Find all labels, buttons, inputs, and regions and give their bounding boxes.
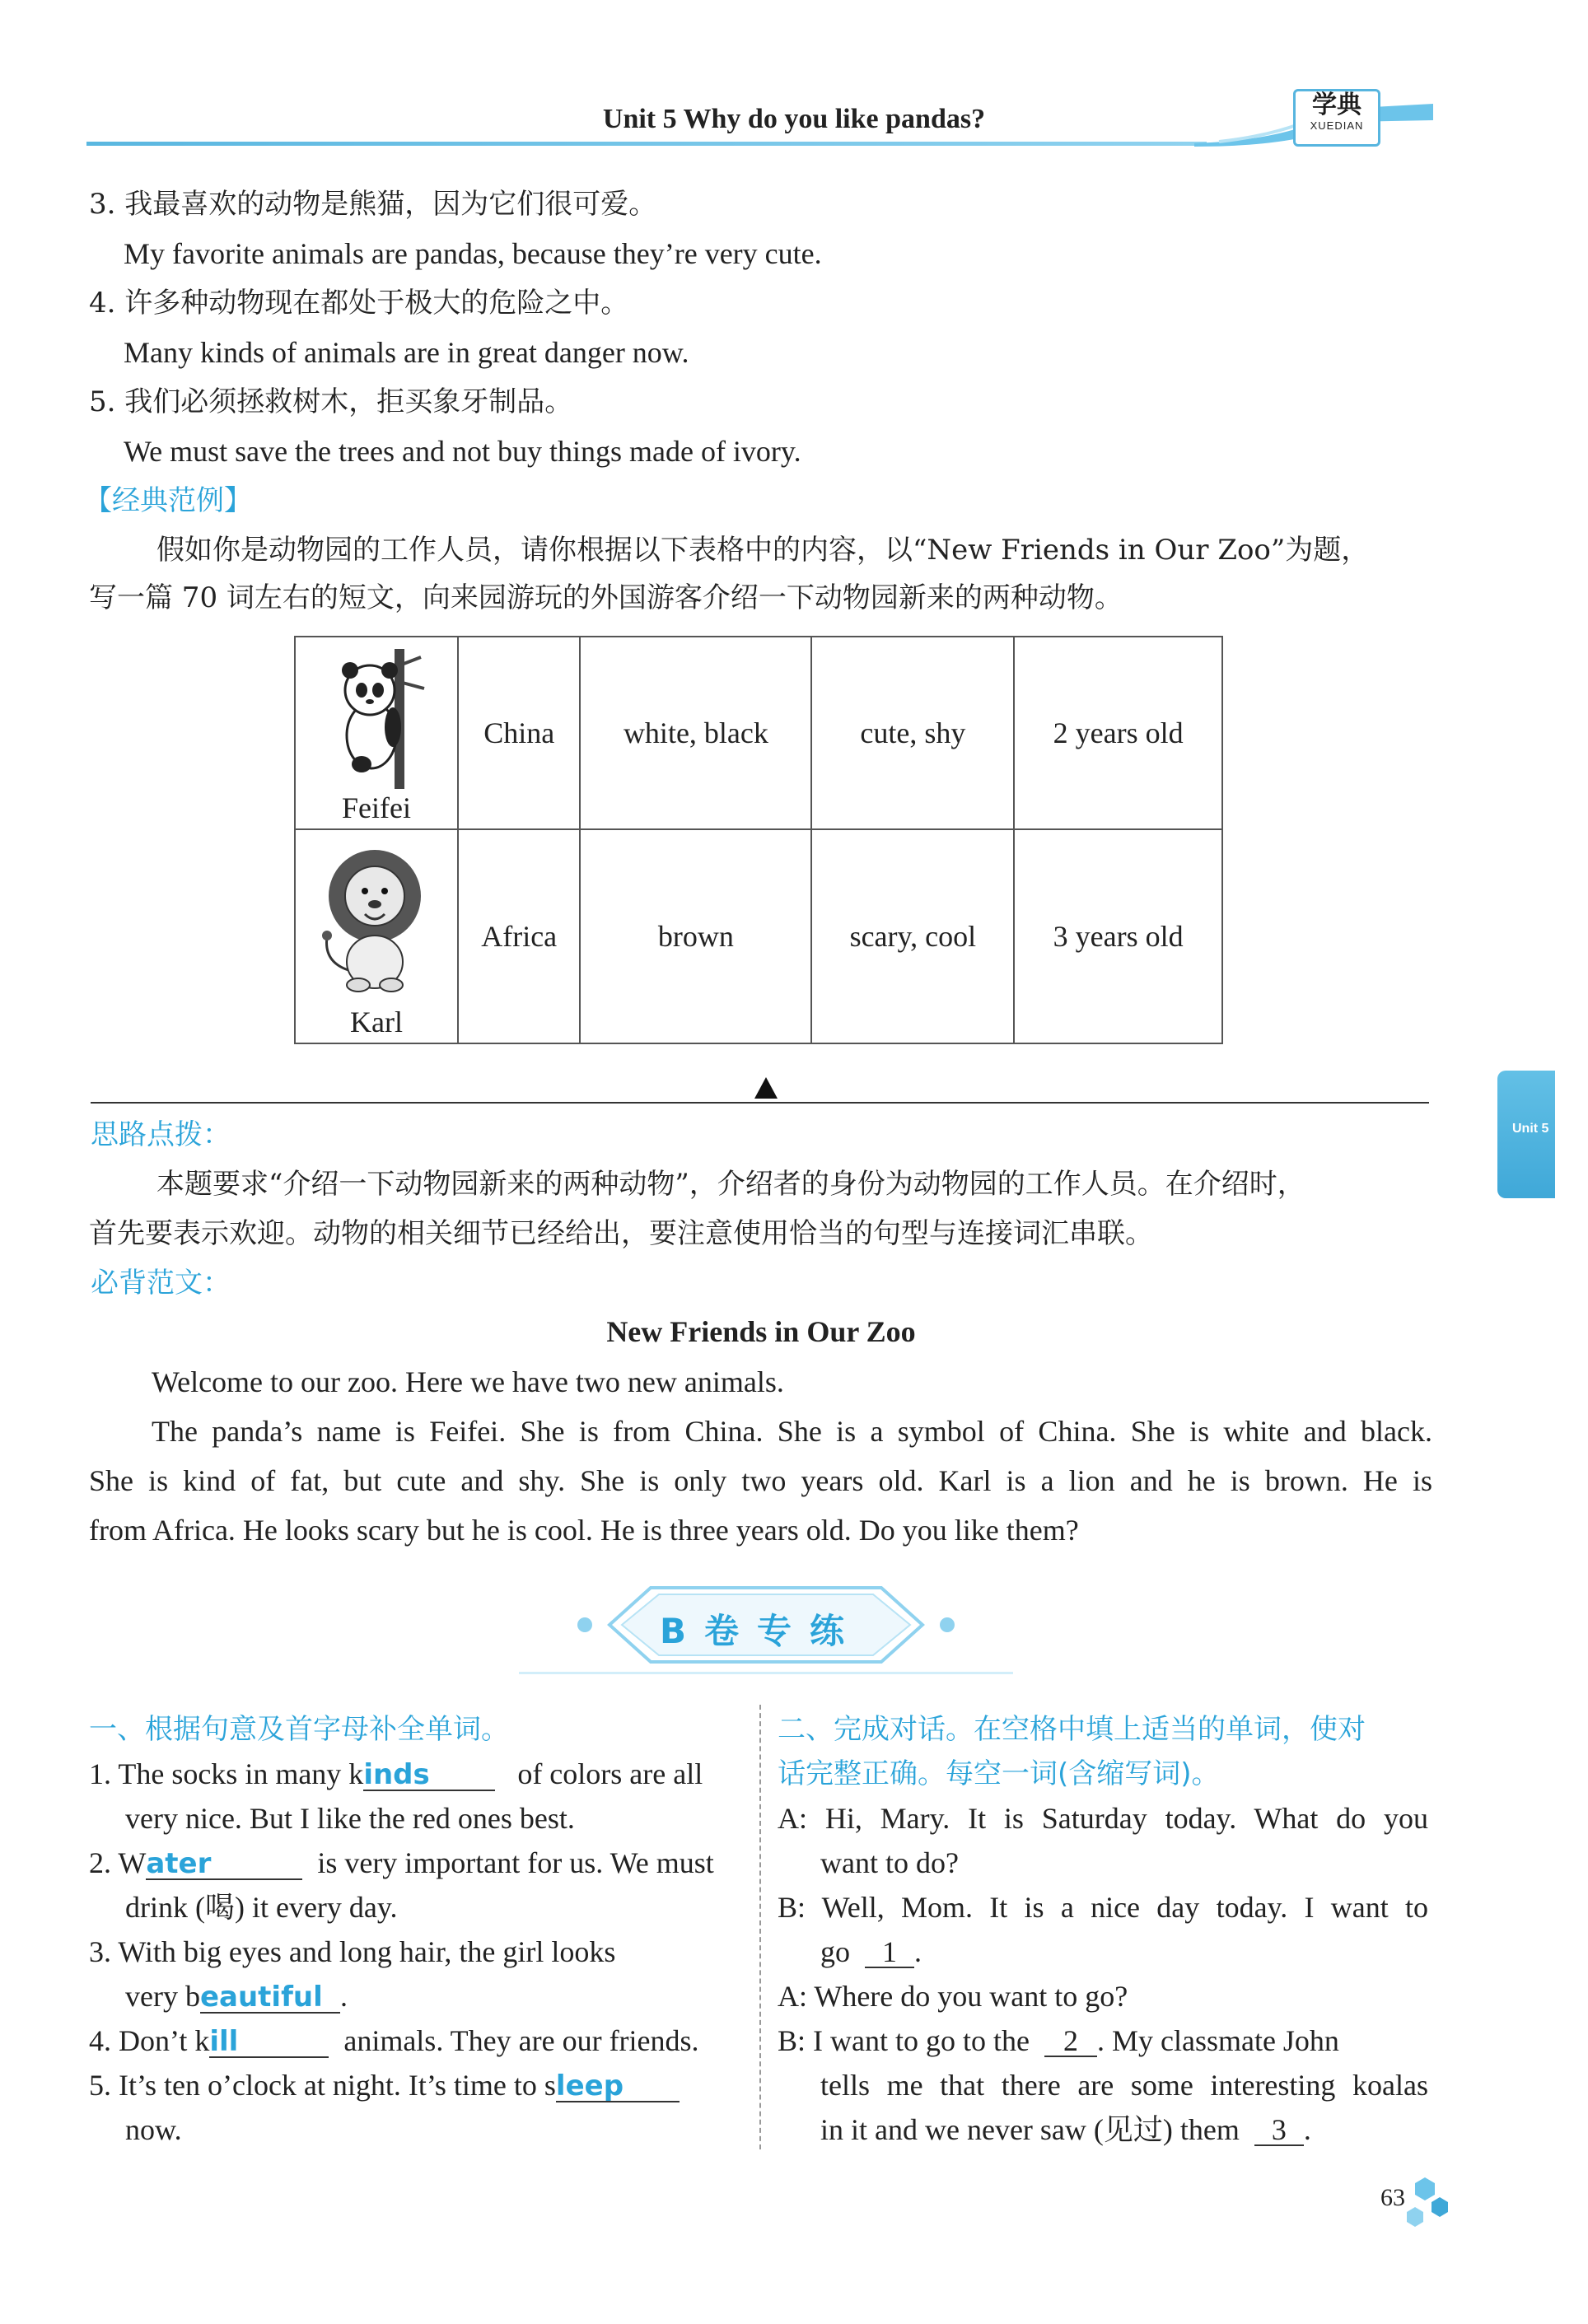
- essay-line: She is kind of fat, but cute and shy. She is only two years old. Karl is a lion and he is brown. He is: [89, 1464, 1432, 1497]
- question-1-cont: very nice. But I like the red ones best.: [125, 1802, 575, 1835]
- lion-icon: [315, 838, 431, 995]
- example-prompt-line1: 假如你是动物园的工作人员，请你根据以下表格中的内容，以“New Friends in Our Zoo”为题，: [156, 534, 1370, 567]
- dialog-b1-cont: [820, 1934, 922, 1970]
- question-4: [89, 2023, 699, 2059]
- dialog-b2-cont2: [820, 2112, 1311, 2148]
- q2-text: 2. W: [89, 1846, 147, 1879]
- dialog-text: go: [820, 1935, 850, 1968]
- dialog-text: . My classmate John: [1096, 2024, 1339, 2057]
- table-cell-color: white, black: [580, 637, 811, 829]
- sentence-5-cn: 5. 我们必须拯救树木，拒买象牙制品。: [89, 385, 573, 418]
- table-cell-from: China: [458, 637, 580, 829]
- essay-title: New Friends in Our Zoo: [606, 1315, 916, 1348]
- table-cell-age: 3 years old: [1014, 829, 1222, 1043]
- sentence-4-en: Many kinds of animals are in great danger now.: [124, 336, 689, 369]
- animal-name: Karl: [350, 1006, 403, 1038]
- dialog-blank-2[interactable]: 2: [1044, 2026, 1097, 2057]
- table-cell-trait: scary, cool: [811, 829, 1014, 1043]
- sentence-5-en: We must save the trees and not buy things made of ivory.: [124, 435, 801, 468]
- logo-main-text: 学典: [1312, 91, 1361, 119]
- triangle-marker-icon: [754, 1077, 778, 1099]
- q1-text-end: of colors are all: [517, 1757, 703, 1790]
- section-divider: [91, 1102, 1429, 1104]
- animal-table: [294, 636, 1223, 1044]
- table-cell-trait: cute, shy: [811, 637, 1014, 829]
- q3-text-end: .: [339, 1980, 348, 2013]
- table-cell-color: brown: [580, 829, 811, 1043]
- dialog-text: in it and we never saw (见过) them: [820, 2113, 1240, 2146]
- xuedian-logo: [1293, 89, 1380, 147]
- dialog-a1: A: Hi, Mary. It is Saturday today. What do you: [778, 1802, 1428, 1835]
- unit-tab-label: Unit 5: [1512, 1122, 1549, 1136]
- question-1: [89, 1756, 703, 1792]
- unit-side-tab: [1497, 1071, 1555, 1198]
- question-2-cont: drink (喝) it every day.: [125, 1891, 398, 1924]
- dialog-text: B: I want to go to the: [778, 2024, 1030, 2057]
- hints-line1: 本题要求“介绍一下动物园新来的两种动物”，介绍者的身份为动物园的工作人员。在介绍时，: [156, 1168, 1305, 1201]
- animal-cell-feifei: [295, 637, 458, 829]
- question-2: [89, 1845, 714, 1881]
- essay-line: from Africa. He looks scary but he is cool. He is three years old. Do you like them?: [89, 1514, 1079, 1547]
- dialog-blank-1[interactable]: 1: [865, 1937, 914, 1968]
- essay-label: 必背范文：: [91, 1267, 231, 1300]
- dialog-a1-cont: want to do?: [820, 1846, 959, 1879]
- answer-blank[interactable]: ater: [146, 1849, 302, 1880]
- section-b-title: B卷专练: [659, 1611, 862, 1651]
- answer-blank[interactable]: leep: [556, 2071, 680, 2102]
- hints-line2: 首先要表示欢迎。动物的相关细节已经给出，要注意使用恰当的句型与连接词汇串联。: [89, 1217, 1153, 1250]
- dialog-b2-cont: tells me that there are some interesting koalas: [820, 2069, 1428, 2102]
- dialog-b1: B: Well, Mom. It is a nice day today. I want to: [778, 1891, 1428, 1924]
- sentence-3-en: My favorite animals are pandas, because they’re very cute.: [124, 237, 822, 270]
- essay-line: The panda’s name is Feifei. She is from China. She is a symbol of China. She is white and black.: [152, 1415, 1432, 1448]
- part2-heading-line1: 二、完成对话。在空格中填上适当的单词，使对: [778, 1713, 1366, 1746]
- answer-blank[interactable]: eautiful: [200, 1982, 340, 2014]
- q4-text-end: animals. They are our friends.: [343, 2024, 699, 2057]
- animal-name: Feifei: [342, 791, 411, 824]
- sentence-4-cn: 4. 许多种动物现在都处于极大的危险之中。: [89, 287, 629, 320]
- question-3: 3. With big eyes and long hair, the girl looks: [89, 1935, 616, 1968]
- table-row: [295, 637, 1222, 829]
- header-rule: [86, 142, 1207, 146]
- table-cell-age: 2 years old: [1014, 637, 1222, 829]
- sentence-3-cn: 3. 我最喜欢的动物是熊猫，因为它们很可爱。: [89, 188, 657, 221]
- logo-sub-text: XUEDIAN: [1310, 119, 1364, 132]
- part2-heading-line2: 话完整正确。每空一词(含缩写词)。: [778, 1757, 1220, 1790]
- hexagon-decoration-icon: [1400, 2174, 1450, 2232]
- example-prompt-line2: 写一篇 70 词左右的短文，向来园游玩的外国游客介绍一下动物园新来的两种动物。: [89, 581, 1123, 614]
- answer-blank[interactable]: ill: [209, 2027, 329, 2058]
- q2-text-end: is very important for us. We must: [317, 1846, 714, 1879]
- dialog-blank-3[interactable]: 3: [1254, 2115, 1304, 2146]
- example-heading: 【经典范例】: [84, 484, 252, 517]
- animal-cell-karl: [295, 829, 458, 1043]
- q4-text: 4. Don’t k: [89, 2024, 210, 2057]
- answer-blank[interactable]: inds: [363, 1760, 495, 1791]
- dialog-b2: [778, 2023, 1339, 2059]
- page-number: 63: [1380, 2184, 1405, 2211]
- column-divider: [759, 1705, 761, 2149]
- question-5: [89, 2067, 680, 2103]
- essay-paragraph-1: Welcome to our zoo. Here we have two new animals.: [152, 1365, 784, 1398]
- dialog-a2: A: Where do you want to go?: [778, 1980, 1128, 2013]
- part1-heading: 一、根据句意及首字母补全单词。: [89, 1713, 509, 1746]
- panda-icon: [329, 649, 427, 789]
- q1-text: 1. The socks in many k: [89, 1757, 364, 1790]
- table-row: [295, 829, 1222, 1043]
- q5-text: 5. It’s ten o’clock at night. It’s time to s: [89, 2069, 556, 2102]
- dialog-text: .: [914, 1935, 922, 1968]
- question-5-cont: now.: [125, 2113, 182, 2146]
- question-3-cont: [125, 1978, 348, 2014]
- hints-label: 思路点拨：: [91, 1118, 231, 1151]
- dialog-text: .: [1303, 2113, 1311, 2146]
- table-cell-from: Africa: [458, 829, 580, 1043]
- header-title: Unit 5 Why do you like pandas?: [602, 104, 986, 134]
- q3-text: very b: [125, 1980, 200, 2013]
